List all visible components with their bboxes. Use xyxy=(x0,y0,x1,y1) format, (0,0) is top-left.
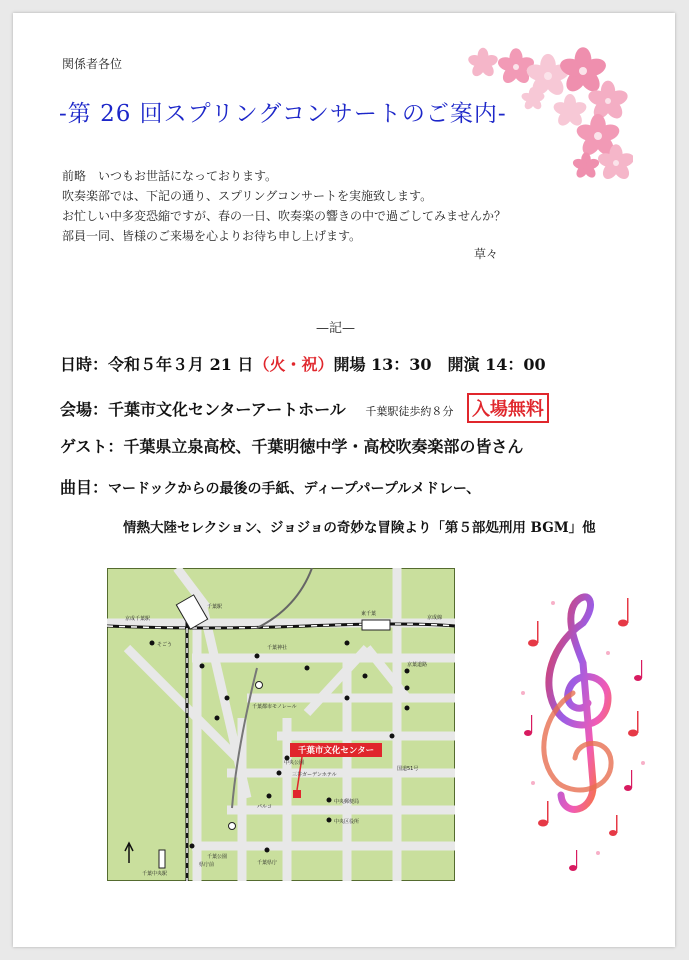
body-line: 前略 いつもお世話になっております。 xyxy=(62,169,278,183)
program-line-1: マードックからの最後の手紙、ディープパープルメドレー、 xyxy=(108,481,481,497)
addressee: 関係者各位 xyxy=(62,57,123,71)
venue-access: 千葉駅徒歩約８分 xyxy=(365,405,454,418)
map-label: 千葉公園 xyxy=(207,854,228,860)
cherry-blossom-icon xyxy=(458,41,633,201)
map-label: 中央郵便局 xyxy=(334,799,360,805)
venue-row xyxy=(60,393,549,423)
map-label: 京葉道路 xyxy=(407,662,428,668)
map-label: 東千葉 xyxy=(361,611,377,617)
program-label: 曲目： xyxy=(60,478,109,497)
map-label: 中央公園 xyxy=(284,760,305,766)
map-label: そごう xyxy=(157,642,173,648)
body-line: 部員一同、皆様のご来場を心よりお待ち申し上げます。 xyxy=(62,229,362,243)
map-label: 千葉神社 xyxy=(267,645,288,651)
map-label: パルコ xyxy=(257,804,273,810)
body-line: お忙しい中多変恐縮ですが、春の一日、吹奏楽の響きの中で過ごしてみませんか？ xyxy=(62,209,507,223)
map-label: 千葉都市モノレール xyxy=(252,704,297,710)
date-times: 開場 13：30 開演 14：00 xyxy=(333,355,546,374)
guest-label: ゲスト： xyxy=(60,437,124,456)
document-page xyxy=(13,13,675,947)
access-map xyxy=(107,568,455,881)
page-title: -第 26 回スプリングコンサートのご案内- xyxy=(59,101,507,127)
map-label: 三井ガーデンホテル xyxy=(292,772,337,778)
ki-heading: —記— xyxy=(316,321,356,336)
closing: 草々 xyxy=(474,247,499,261)
map-label: 千葉中央駅 xyxy=(142,871,168,877)
map-label: 国道51号 xyxy=(397,766,419,772)
guest-row xyxy=(60,434,523,457)
free-entry-badge: 入場無料 xyxy=(467,393,549,423)
venue-value: 千葉市文化センターアートホール xyxy=(108,400,346,419)
music-notes-icon xyxy=(513,583,653,883)
map-label: 中央区役所 xyxy=(334,819,360,825)
map-label: 県庁前 xyxy=(199,862,215,868)
body-line: 吹奏楽部では、下記の通り、スプリングコンサートを実施致します。 xyxy=(62,189,433,203)
date-label: 日時： xyxy=(60,355,109,374)
venue-label: 千葉市文化センター xyxy=(297,746,375,756)
guest-value: 千葉県立泉高校、千葉明徳中学・高校吹奏楽部の皆さん xyxy=(123,437,524,456)
program-row xyxy=(60,475,480,498)
date-row xyxy=(60,352,546,375)
map-label: 京成線 xyxy=(427,615,443,621)
program-line-2: 情熱大陸セレクション、ジョジョの奇妙な冒険より「第５部処刑用 BGM」他 xyxy=(123,520,596,536)
map-label: 京成千葉駅 xyxy=(125,616,151,622)
venue-label: 会場： xyxy=(60,400,109,419)
map-label: 千葉駅 xyxy=(207,604,223,610)
map-label: 千葉県庁 xyxy=(257,860,278,866)
date-value: 令和５年３月 21 日 xyxy=(108,355,254,374)
date-day: （火・祝） xyxy=(253,355,334,374)
